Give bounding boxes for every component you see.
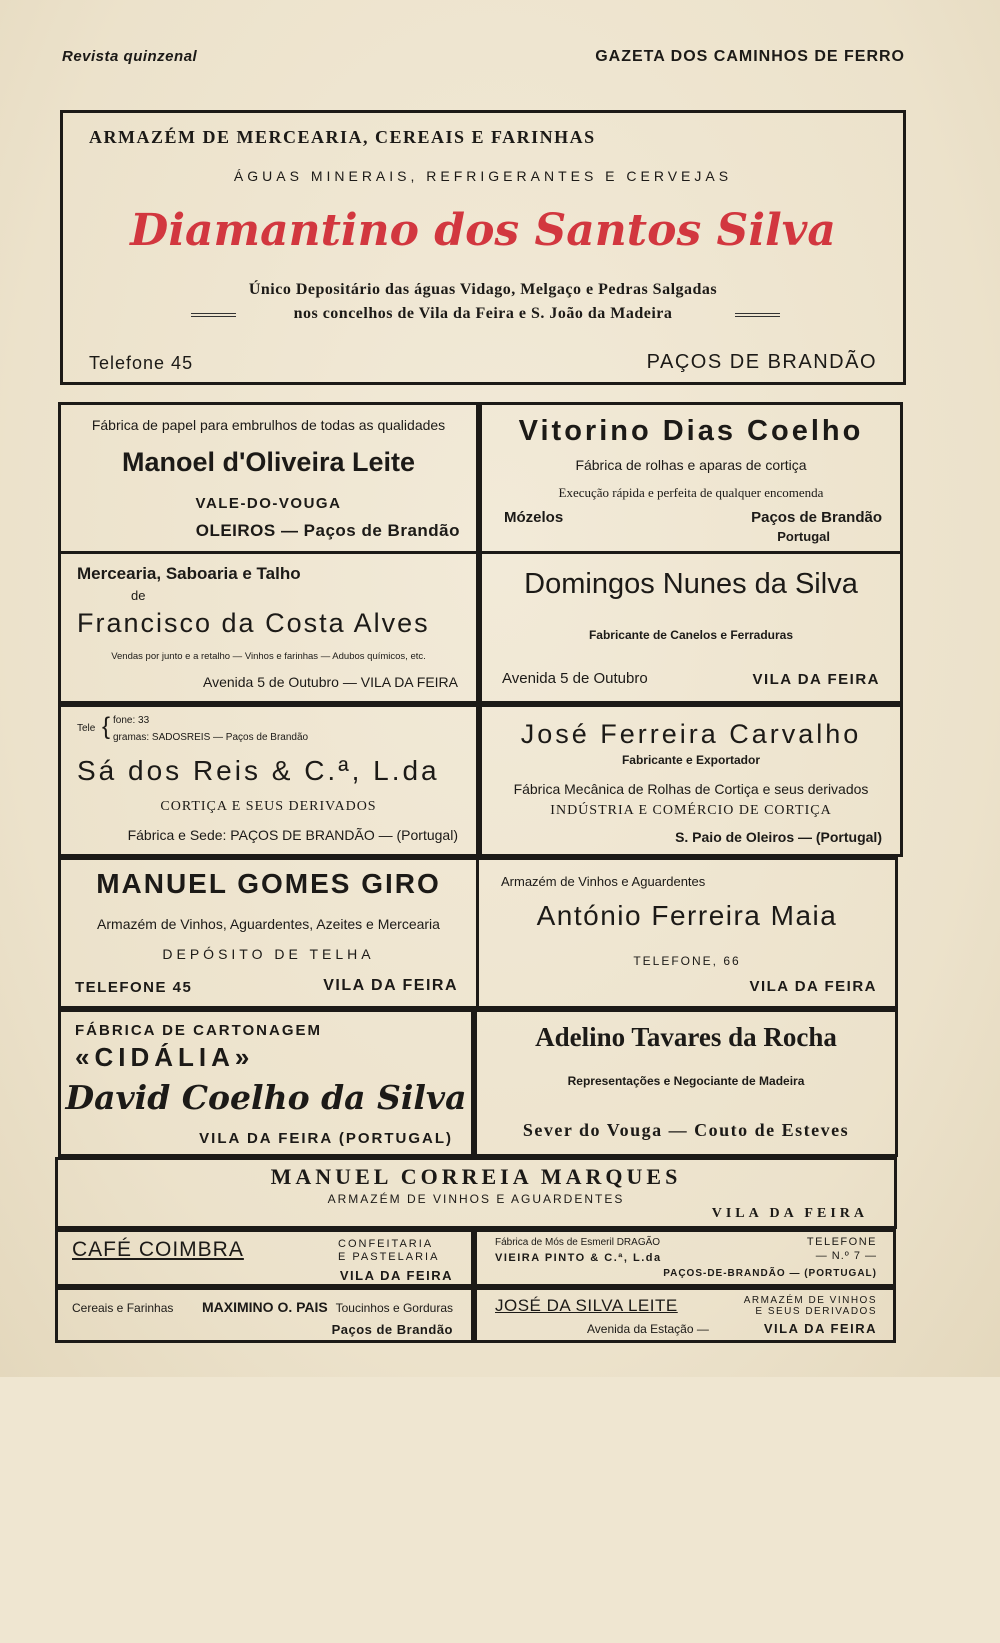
- ad-line: ARMAZÉM DE VINHOS: [743, 1295, 877, 1306]
- ad-line: Execução rápida e perfeita de qualquer encomenda: [558, 485, 824, 500]
- ad-cafe: [55, 1229, 474, 1287]
- ad-brand-name: António Ferreira Maia: [536, 900, 838, 931]
- ad-pais: [55, 1287, 474, 1343]
- ad-line: Fábrica de rolhas e aparas de cortiça: [575, 457, 807, 473]
- ad-brand-name: CAFÉ COIMBRA: [72, 1238, 244, 1261]
- ad-line: OLEIROS — Paços de Brandão: [195, 521, 460, 540]
- ad-line: Paços de Brandão: [331, 1322, 453, 1337]
- ad-line: Fábrica e Sede: PAÇOS DE BRANDÃO — (Portugal): [127, 827, 458, 843]
- ad-line: Avenida da Estação —: [587, 1322, 709, 1336]
- ad-line: PAÇOS-DE-BRANDÃO — (PORTUGAL): [663, 1268, 877, 1279]
- ad-line: Único Depositário das águas Vidago, Melgaço e Pedras Salgadas: [248, 281, 718, 298]
- ad-marques: [55, 1157, 897, 1229]
- ad-line: VIEIRA PINTO & C.ª, L.da: [495, 1252, 662, 1264]
- ad-brand-name: Sá dos Reis & C.ª, L.da: [77, 755, 440, 786]
- ad-alves: [58, 551, 479, 704]
- ad-line: Avenida 5 de Outubro: [502, 670, 648, 687]
- ad-line: Tele: [77, 723, 96, 734]
- ad-brand-name: MANUEL CORREIA MARQUES: [270, 1164, 682, 1189]
- ad-line: E PASTELARIA: [338, 1251, 440, 1263]
- ad-line: VILA DA FEIRA: [711, 1206, 868, 1221]
- ad-line: — N.º 7 —: [815, 1250, 877, 1262]
- ad-coelho: [479, 402, 903, 554]
- ad-brand-name: David Coelho da Silva: [65, 1078, 467, 1117]
- ad-brand-name: JOSÉ DA SILVA LEITE: [495, 1296, 678, 1315]
- ad-line: Mózelos: [504, 509, 564, 526]
- ad-brand-name: Vitorino Dias Coelho: [518, 415, 864, 447]
- ad-brand-name: MANUEL GOMES GIRO: [96, 868, 441, 899]
- ad-reis: [58, 704, 479, 857]
- ad-brand-name: José Ferreira Carvalho: [520, 719, 862, 749]
- ad-line: nos concelhos de Vila da Feira e S. João da Madeira: [293, 305, 673, 322]
- ad-nunes: [479, 551, 903, 704]
- ad-line: TELEFONE, 66: [633, 954, 741, 968]
- ad-silvaleite: [474, 1287, 896, 1343]
- ad-line: DEPÓSITO DE TELHA: [162, 946, 375, 962]
- ad-line: Portugal: [777, 529, 830, 544]
- ad-line: Cereais e Farinhas: [72, 1301, 174, 1315]
- ad-line: FÁBRICA DE CARTONAGEM: [75, 1022, 322, 1039]
- ad-brand-name: Francisco da Costa Alves: [77, 608, 430, 638]
- ad-line: Fábrica de Mós de Esmeril DRAGÃO: [495, 1237, 661, 1248]
- ad-brand-name: Adelino Tavares da Rocha: [535, 1022, 837, 1052]
- ad-line: Fabricante de Canelos e Ferraduras: [588, 628, 794, 642]
- ad-carvalho: [479, 704, 903, 857]
- ad-line: TELEFONE: [806, 1236, 877, 1248]
- ad-line: Fabricante e Exportador: [621, 753, 761, 767]
- ad-leite: [58, 402, 479, 554]
- ad-line: VILA DA FEIRA: [323, 977, 458, 994]
- ad-line: INDÚSTRIA E COMÉRCIO DE CORTIÇA: [550, 803, 832, 818]
- ad-line: Armazém de Vinhos e Aguardentes: [501, 874, 706, 889]
- ad-line: Fábrica de papel para embrulhos de todas as qualidades: [91, 417, 446, 433]
- ad-line: VILA DA FEIRA (PORTUGAL): [199, 1130, 453, 1147]
- ad-maia: [476, 857, 898, 1009]
- ad-line: de: [131, 588, 146, 603]
- ad-line: VALE-DO-VOUGA: [195, 495, 342, 512]
- ad-line: Mercearia, Saboaria e Talho: [77, 564, 301, 583]
- ad-line: TELEFONE 45: [75, 979, 193, 996]
- ad-brand-name: MAXIMINO O. PAIS: [202, 1299, 328, 1315]
- ad-cidalia: [58, 1009, 474, 1157]
- ad-line: Representações e Negociante de Madeira: [567, 1074, 805, 1088]
- ad-line: VILA DA FEIRA: [749, 978, 877, 995]
- decorative-rule: [735, 313, 780, 317]
- ad-line: Paços de Brandão: [751, 509, 882, 526]
- ad-rocha: [474, 1009, 898, 1157]
- ad-dragao: [474, 1229, 896, 1287]
- ad-brand-name: Diamantino dos Santos Silva: [130, 205, 836, 256]
- ad-line: S. Paio de Oleiros — (Portugal): [675, 829, 882, 845]
- ad-line: gramas: SADOSREIS — Paços de Brandão: [113, 732, 309, 743]
- ad-phone: Telefone 45: [89, 353, 194, 373]
- brace: {: [102, 713, 111, 740]
- ad-line: ARMAZÉM DE VINHOS E AGUARDENTES: [327, 1192, 625, 1206]
- ad-brand-name: Manoel d'Oliveira Leite: [121, 447, 415, 477]
- ad-line: Sever do Vouga — Couto de Esteves: [522, 1120, 850, 1140]
- ad-line: VILA DA FEIRA: [339, 1268, 453, 1283]
- ad-line: ÁGUAS MINERAIS, REFRIGERANTES E CERVEJAS: [233, 168, 733, 184]
- ad-line: VILA DA FEIRA: [763, 1321, 877, 1336]
- ad-line: VILA DA FEIRA: [752, 671, 880, 688]
- ad-giro: [58, 857, 479, 1009]
- ad-line: CONFEITARIA: [338, 1238, 434, 1250]
- ad-place: PAÇOS DE BRANDÃO: [646, 351, 877, 373]
- ad-line: Avenida 5 de Outubro — VILA DA FEIRA: [203, 674, 458, 690]
- ad-line: fone: 33: [113, 715, 150, 726]
- ad-line: Toucinhos e Gorduras: [335, 1301, 453, 1315]
- ad-line: E SEUS DERIVADOS: [755, 1306, 877, 1317]
- header-right: GAZETA DOS CAMINHOS DE FERRO: [595, 48, 905, 65]
- ad-brand-name: Domingos Nunes da Silva: [524, 568, 858, 600]
- ad-line: Fábrica Mecânica de Rolhas de Cortiça e seus derivados: [513, 781, 869, 797]
- ad-line: ARMAZÉM DE MERCEARIA, CEREAIS E FARINHAS: [89, 127, 596, 147]
- ad-line: CORTIÇA E SEUS DERIVADOS: [160, 799, 377, 814]
- ad-line: «CIDÁLIA»: [75, 1042, 255, 1072]
- ad-line: Vendas por junto e a retalho — Vinhos e farinhas — Adubos químicos, etc.: [111, 651, 426, 662]
- ad-diamantino: [60, 110, 906, 385]
- header-left: Revista quinzenal: [62, 48, 198, 65]
- ad-line: Armazém de Vinhos, Aguardentes, Azeites e Mercearia: [97, 916, 440, 932]
